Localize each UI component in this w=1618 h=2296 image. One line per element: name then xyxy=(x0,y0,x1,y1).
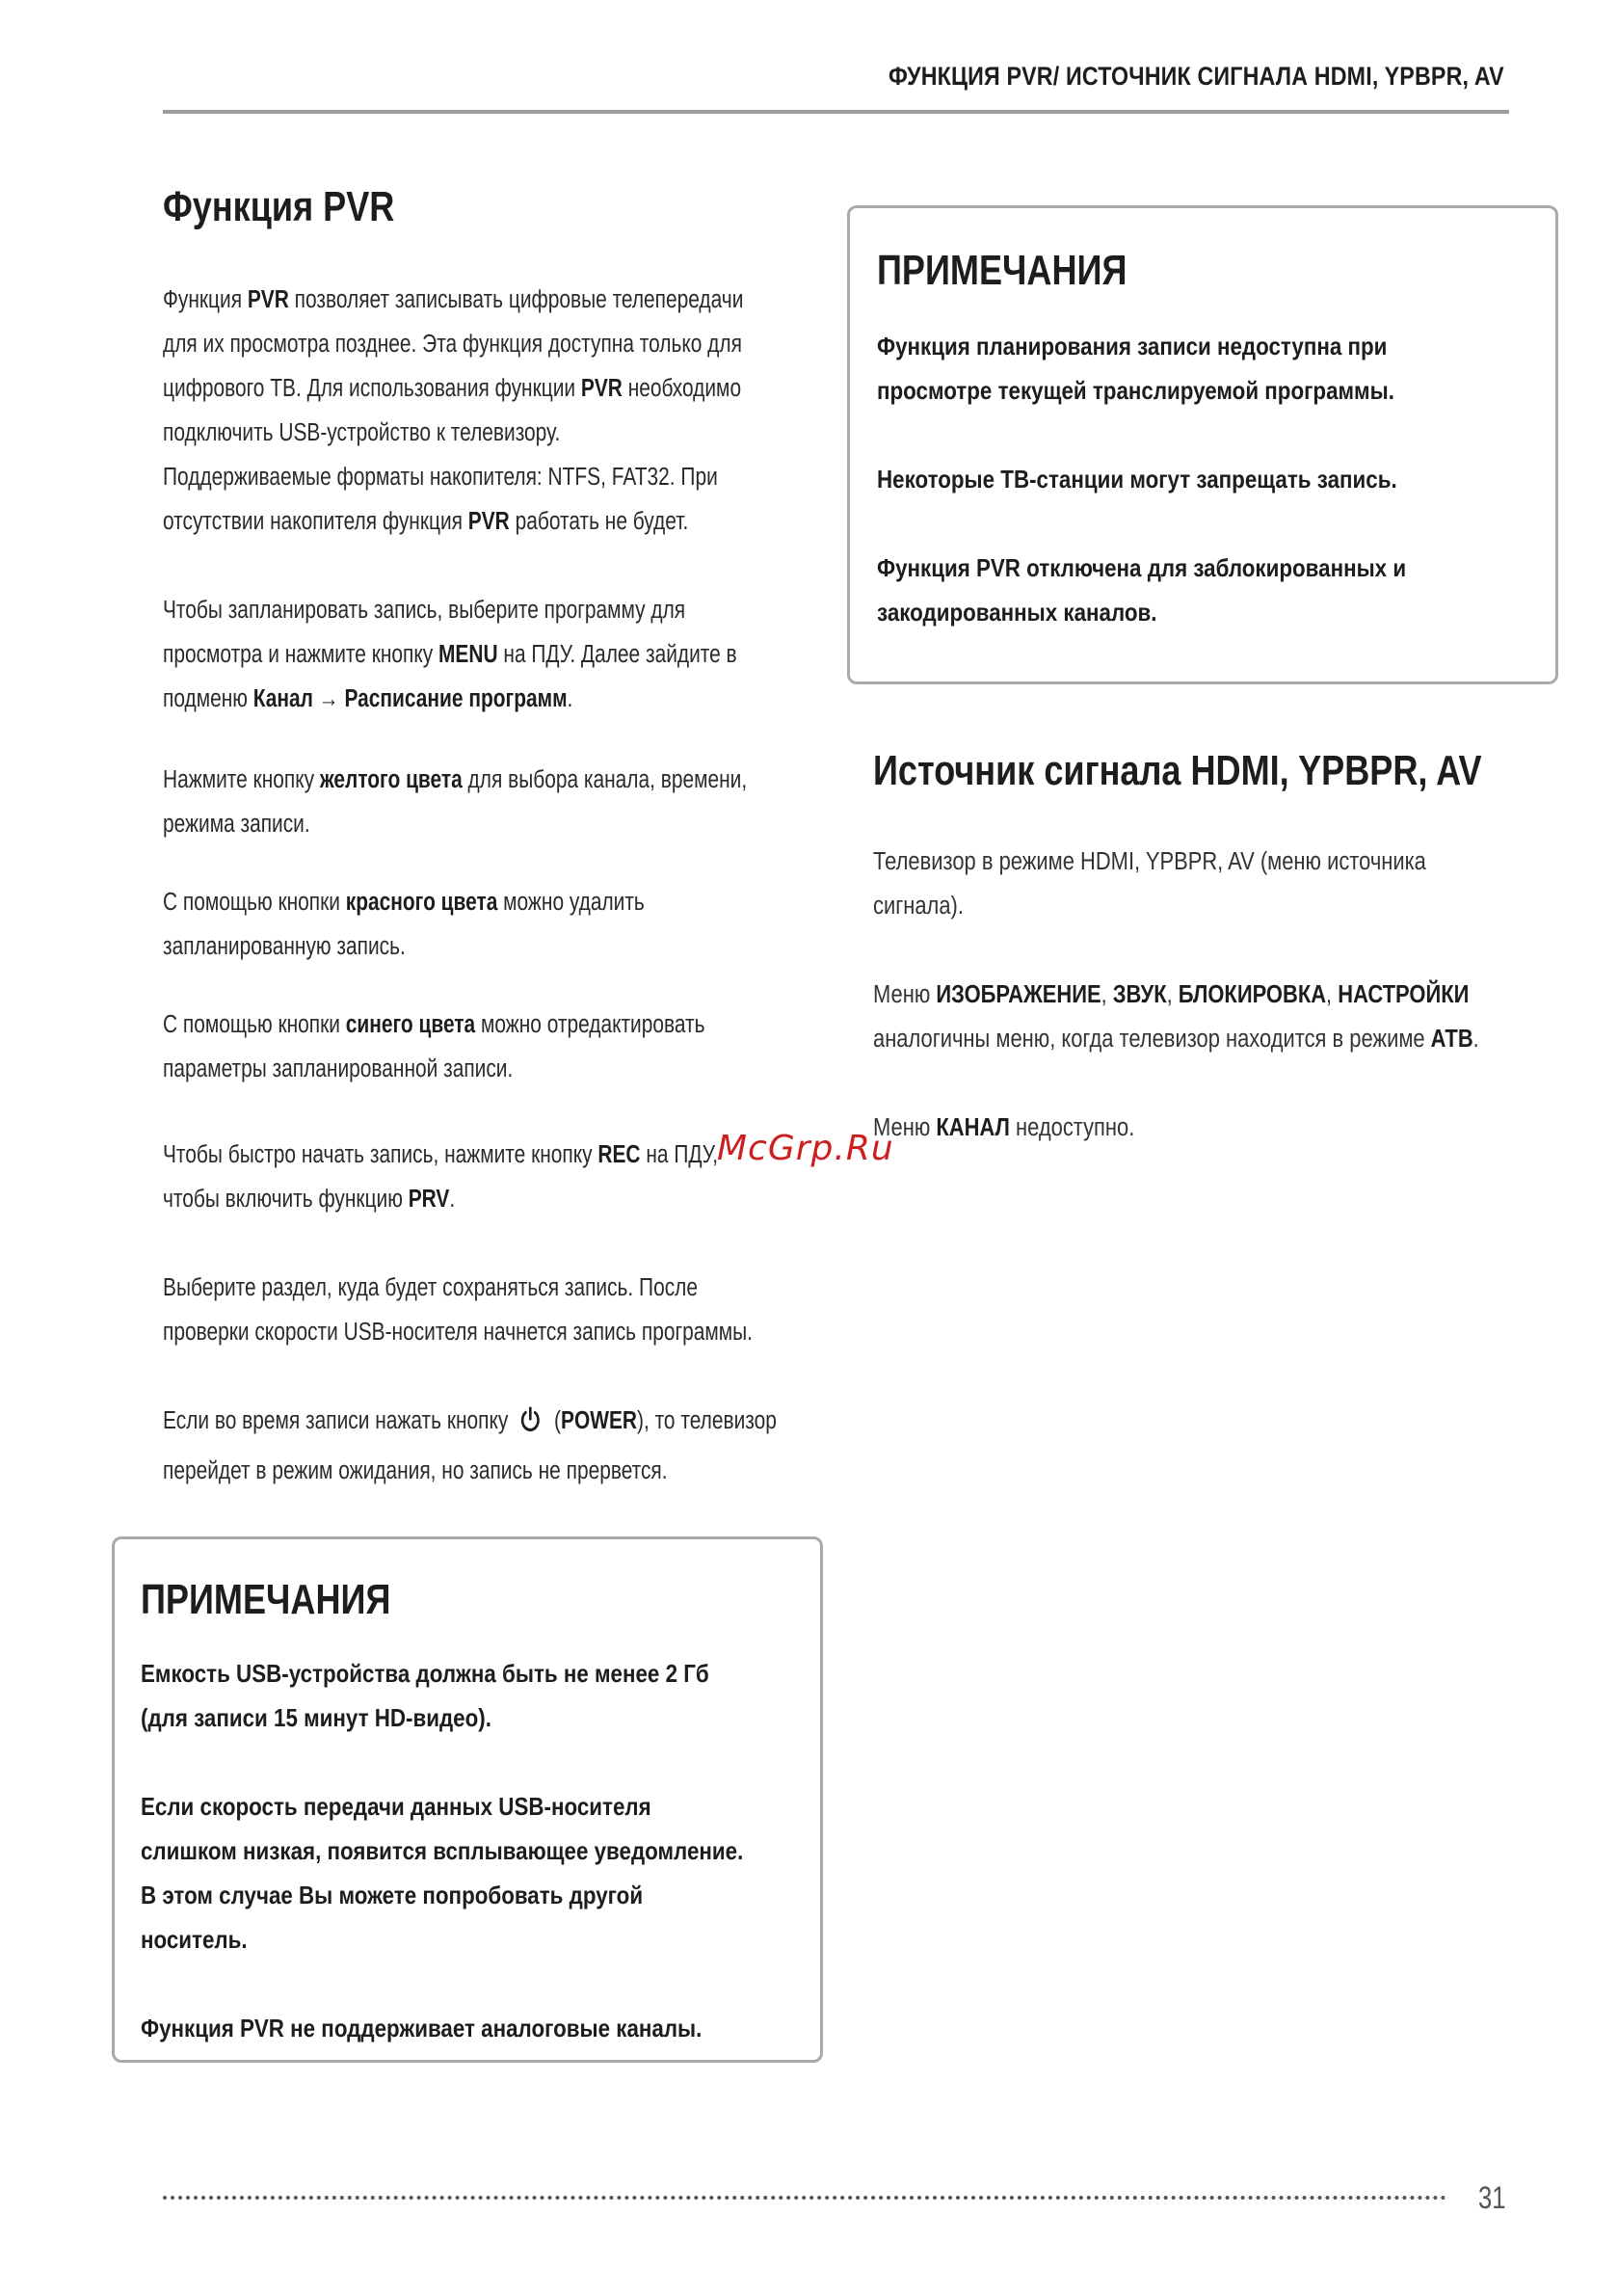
signal-source-paragraph-2 xyxy=(873,973,1507,1061)
text-run: аналогичны меню, когда телевизор находится в режиме xyxy=(873,1026,1431,1053)
text-run: позволяет записывать цифровые телепередачи для их просмотра позднее. Эта функция доступна только для цифрового ТВ. Для использования функции xyxy=(163,286,744,402)
text-run: Меню xyxy=(873,981,937,1008)
signal-source-paragraph-1 xyxy=(873,840,1507,928)
power-key-label: POWER xyxy=(560,1407,637,1434)
bold-term: PVR xyxy=(580,375,623,402)
text-run: , xyxy=(1101,981,1113,1008)
footer-dotted-rule xyxy=(163,2196,1446,2200)
bold-term: ЗВУК xyxy=(1112,981,1167,1008)
text-run: . xyxy=(1472,1026,1479,1053)
bold-term: АТВ xyxy=(1430,1026,1473,1053)
text-run: Выберите раздел, куда будет сохраняться запись. После проверки скорости USB-носителя начнется запись программы. xyxy=(163,1274,753,1346)
text-run: С помощью кнопки xyxy=(163,1011,346,1038)
pvr-paragraph-9-after: ), то телевизор перейдет в режим ожидания, но запись не прервется. xyxy=(163,1407,777,1484)
pvr-paragraph-4 xyxy=(163,758,780,846)
bold-term: красного цвета xyxy=(345,889,498,916)
page-number: 31 xyxy=(1478,2180,1506,2215)
text-run: Чтобы запланировать запись, выберите программу для просмотра и нажмите кнопку xyxy=(163,597,686,668)
bold-term: НАСТРОЙКИ xyxy=(1338,981,1470,1008)
bold-term: желтого цвета xyxy=(319,766,463,793)
bold-term: БЛОКИРОВКА xyxy=(1178,981,1327,1008)
pvr-paragraph-8 xyxy=(163,1266,780,1354)
text-run: Нажмите кнопку xyxy=(163,766,320,793)
pvr-paragraph-2 xyxy=(163,455,780,544)
notes-box-left xyxy=(112,1536,823,2063)
text-run: Меню xyxy=(873,1114,937,1141)
signal-source-title: Источник сигнала HDMI, YPBPR, AV xyxy=(873,747,1482,794)
text-run: можно отредактировать параметры запланированной записи. xyxy=(163,1011,705,1082)
text-run: можно удалить запланированную запись. xyxy=(163,889,645,960)
text-run: Чтобы быстро начать запись, нажмите кнопку xyxy=(163,1141,598,1168)
text-run: для выбора канала, времени, режима записи. xyxy=(163,766,748,838)
text-run: Телевизор в режиме HDMI, YPBPR, AV (меню источника сигнала). xyxy=(873,848,1426,920)
header-divider xyxy=(163,110,1509,114)
pvr-paragraph-9-before: Если во время записи нажать кнопку xyxy=(163,1407,509,1434)
pvr-paragraph-3 xyxy=(163,588,780,721)
text-run: , xyxy=(1166,981,1179,1008)
power-key-open: ( xyxy=(554,1407,561,1434)
notes-box-right xyxy=(847,205,1558,684)
text-run: → xyxy=(312,685,345,712)
text-run: недоступно. xyxy=(1009,1114,1135,1141)
bold-term: КАНАЛ xyxy=(936,1114,1010,1141)
text-run: работать не будет. xyxy=(509,508,689,535)
notes-left-item-1: Емкость USB-устройства должна быть не менее 2 Гб (для записи 15 минут HD-видео). xyxy=(141,1659,709,1732)
pvr-section xyxy=(163,183,780,1493)
bold-term: Канал xyxy=(252,685,313,712)
bold-term: PVR xyxy=(467,508,510,535)
text-run: Поддерживаемые форматы накопителя: NTFS, FAT32. При отсутствии накопителя функция xyxy=(163,464,718,535)
text-run: на ПДУ. Далее зайдите в подменю xyxy=(163,641,737,712)
notes-right-item-1: Функция планирования записи недоступна при просмотре текущей транслируемой программы. xyxy=(877,332,1394,405)
power-icon xyxy=(518,1404,543,1449)
signal-source-paragraph-3 xyxy=(873,1106,1507,1150)
signal-source-section xyxy=(873,747,1509,1150)
text-run: . xyxy=(567,685,573,712)
bold-term: синего цвета xyxy=(345,1011,476,1038)
text-run: Функция xyxy=(163,286,248,313)
notes-left-item-3: Функция PVR не поддерживает аналоговые каналы. xyxy=(141,2014,703,2042)
bold-term: ИЗОБРАЖЕНИЕ xyxy=(936,981,1101,1008)
text-run: , xyxy=(1326,981,1339,1008)
pvr-section-title: Функция PVR xyxy=(163,183,395,230)
bold-term: REC xyxy=(597,1141,641,1168)
notes-left-title: ПРИМЕЧАНИЯ xyxy=(141,1576,391,1623)
notes-right-title: ПРИМЕЧАНИЯ xyxy=(877,247,1127,294)
text-run: . xyxy=(449,1186,456,1213)
bold-term: Расписание программ xyxy=(344,685,568,712)
text-run: необходимо подключить USB-устройство к телевизору. xyxy=(163,375,742,446)
header-title: ФУНКЦИЯ PVR/ ИСТОЧНИК СИГНАЛА HDMI, YPBPR, AV xyxy=(889,62,1504,91)
pvr-paragraph-7 xyxy=(163,1133,780,1221)
bold-term: PVR xyxy=(247,286,289,313)
pvr-paragraph-1 xyxy=(163,278,780,455)
notes-right-item-3: Функция PVR отключена для заблокированных и закодированных каналов. xyxy=(877,553,1407,627)
bold-term: MENU xyxy=(438,641,498,668)
notes-left-item-2: Если скорость передачи данных USB-носителя слишком низкая, появится всплывающее уведомление. В этом случае Вы можете попробовать другой носитель. xyxy=(141,1792,744,1954)
pvr-paragraph-6 xyxy=(163,1002,780,1091)
pvr-paragraph-9 xyxy=(163,1399,780,1493)
watermark: McGrp.Ru xyxy=(717,1129,894,1168)
bold-term: PRV xyxy=(408,1186,450,1213)
pvr-paragraph-5 xyxy=(163,880,780,969)
notes-right-item-2: Некоторые ТВ-станции могут запрещать запись. xyxy=(877,465,1397,494)
text-run: на ПДУ, чтобы включить функцию xyxy=(163,1141,719,1213)
text-run: С помощью кнопки xyxy=(163,889,346,916)
